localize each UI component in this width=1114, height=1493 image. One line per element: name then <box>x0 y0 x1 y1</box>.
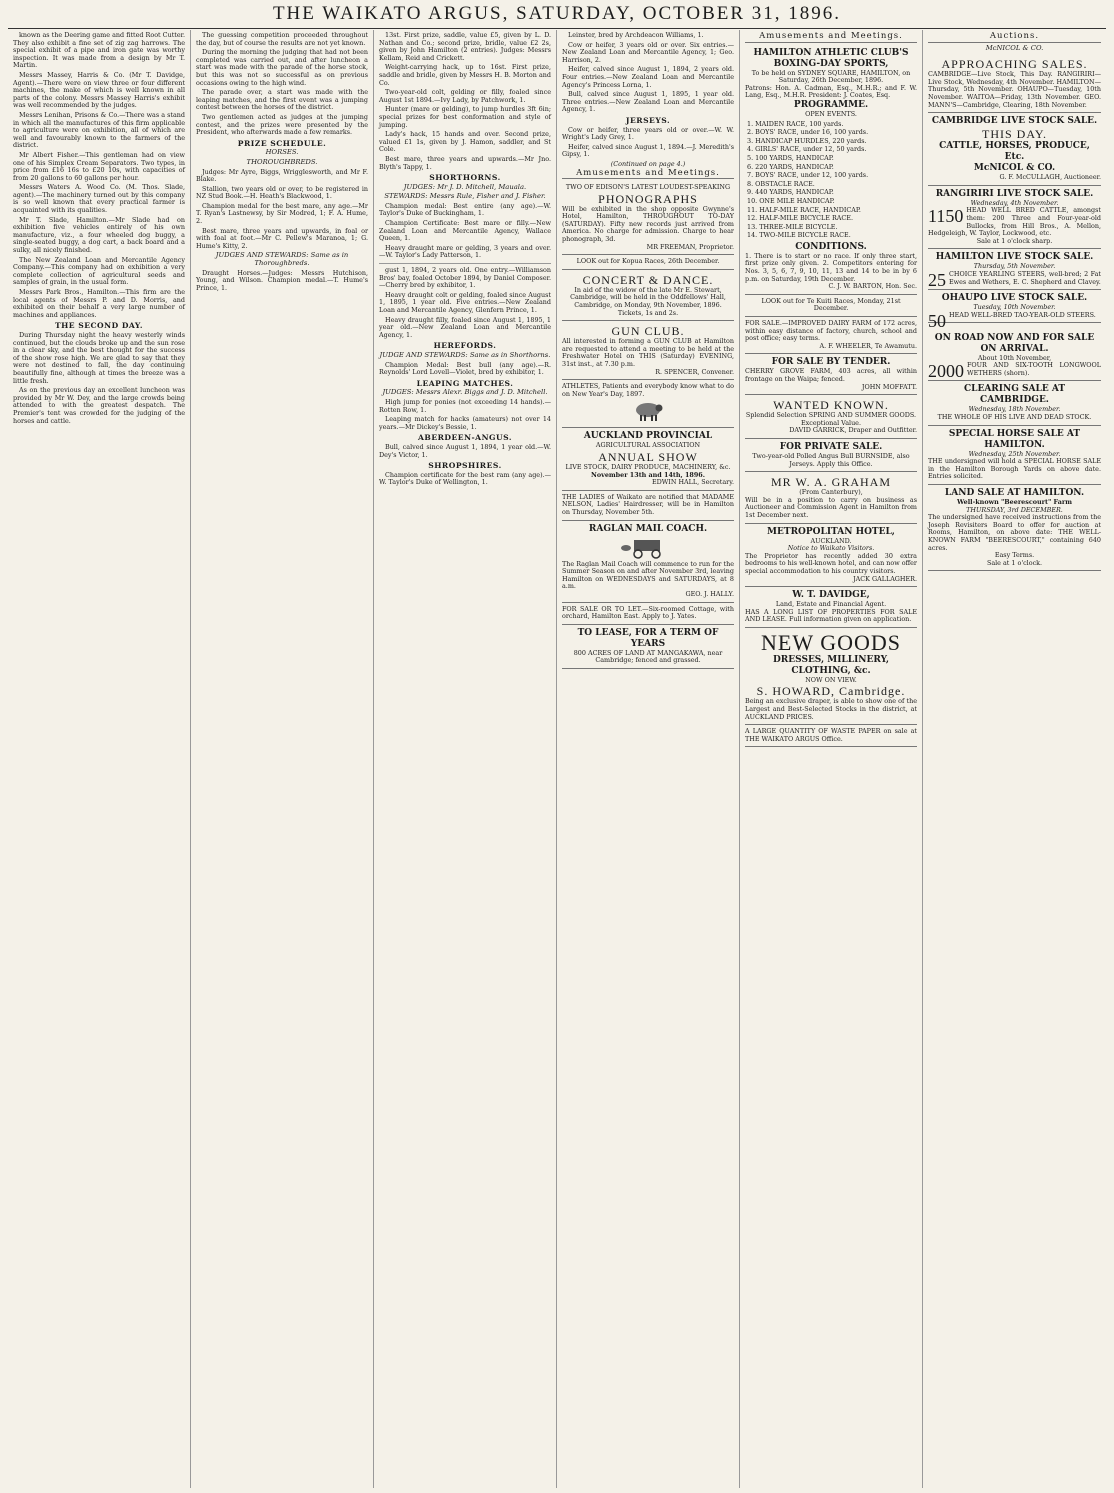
article-paragraph: Heavy draught filly, foaled since August 1, 1895, 1 year old.—New Zealand Loan and Mercantile Agency, 1. <box>379 315 551 339</box>
ad-kopua-races <box>562 255 734 270</box>
article-paragraph: Bull, calved since August 1, 1895, 1 year old. Three entries.—New Zealand Loan and Mercantile Agency, 1. <box>562 90 734 114</box>
sub-heading: STEWARDS: Messrs Rule, Fisher and J. Fisher. <box>384 192 546 201</box>
event-item: 8. OBSTACLE RACE. <box>747 179 815 188</box>
article-paragraph: Lady's hack, 15 hands and over. Second prize, valued £1 1s, given by J. Hamon, saddler, and St Cole. <box>379 130 551 154</box>
ad-body: FOR SALE.—IMPROVED DAIRY FARM of 172 acres, within easy distance of factory, church, school and post office; easy terms. <box>745 319 917 343</box>
event-item: 4. GIRLS' RACE, under 12, 50 yards. <box>747 145 867 154</box>
article-paragraph: gust 1, 1894, 2 years old. One entry.—Williamson Bros' bay, foaled October 1894, by Daniel Composer.—Cherry bred by exhibitor, 1. <box>379 266 551 290</box>
ad-date: November 13th and 14th, 1896. <box>591 470 705 479</box>
ad-body-wrap <box>928 361 1101 382</box>
ad-body: CHERRY GROVE FARM, 403 acres, all within frontage on the Waipa; fenced. <box>745 367 917 383</box>
ad-body-wrap <box>928 310 1101 331</box>
ad-body: Will be exhibited in the shop opposite Gwynne's Hotel, Hamilton, THROUGHOUT TO-DAY (SATURDAY). Fifty new records just arrived from America. No charge for admission. Charge to hear phonograph, 3d. <box>562 204 734 244</box>
article-paragraph: Heavy draught colt or gelding, foaled since August 1, 1895, 1 year old. Five entries.—New Zealand Loan and Mercantile Agency, Glenfern Prince, 1. <box>379 290 551 314</box>
ad-signature: GEO. J. HALLY. <box>685 589 734 598</box>
article-paragraph: 13st. First prize, saddle, value £5, given by L. D. Nathan and Co.; second prize, bridle, value £2 2s, given by John Hamilton (2 entries). Judges: Messrs Kellam, Reid and Crickett. <box>379 31 551 62</box>
ad-title: RAGLAN MAIL COACH. <box>588 523 708 534</box>
ad-note: NOW ON VIEW. <box>805 675 857 684</box>
masthead: THE WAIKATO ARGUS, SATURDAY, OCTOBER 31, 1896. <box>272 3 842 24</box>
event-item: 6. 220 YARDS, HANDICAP. <box>747 162 834 171</box>
ad-body: CHOICE YEARLING STEERS, well-bred; 2 Fat Ewes and Wethers, E. C. Shepherd and Clavey. <box>949 269 1101 286</box>
ad-title: FOR SALE BY TENDER. <box>771 357 891 368</box>
divider <box>379 263 551 264</box>
article-paragraph: Bull, calved since August 1, 1894, 1 year old.—W. Dey's Victor, 1. <box>379 442 551 459</box>
ad-number: 25 <box>928 269 946 290</box>
article-paragraph: Champion medal: Best entire (any age).—W. Taylor's Duke of Buckingham, 1. <box>379 201 551 218</box>
ad-body: HEAD WELL BRED CATTLE, amongst them: 200 Three and Four-year-old Bullocks, from Hill Bros., A. Mellon, Hedgeleigh, W. Taylor, Lockwood, etc. <box>928 206 1101 238</box>
ad-signature: R. SPENCER, Convener. <box>655 367 734 376</box>
ad-number: 1150 <box>928 206 964 227</box>
section-heading: JERSEYS. <box>625 115 671 125</box>
ad-title: TO LEASE, FOR A TERM OF YEARS <box>577 627 719 649</box>
ad-tekuiti-races <box>745 295 917 317</box>
ad-title: W. T. DAVIDGE, <box>792 590 870 601</box>
event-item: 5. 100 YARDS, HANDICAP. <box>747 153 834 162</box>
article-paragraph: Champion medal for the best mare, any age.—Mr T. Ryan's Lastnewsy, by Sir Modred, 1; F. A. Hume, 2. <box>196 201 368 226</box>
column-heading: Amusements and Meetings. <box>745 33 917 43</box>
sheep-icon <box>631 400 665 422</box>
ad-date: THURSDAY, 3rd DECEMBER. <box>966 505 1063 514</box>
article-paragraph: Stallion, two years old or over, to be registered in NZ Stud Book.—H. Heath's Blackwood, 1. <box>196 184 368 201</box>
ad-clearing-sale <box>928 381 1101 425</box>
ad-davidge <box>745 587 917 628</box>
ad-title: ON ROAD NOW AND FOR SALE ON ARRIVAL. <box>934 332 1095 354</box>
article-paragraph: Leinster, bred by Archdeacon Williams, 1. <box>568 31 704 39</box>
ad-sale-cottage <box>562 603 734 625</box>
article-paragraph: Cow or heifer, 3 years old or over. Six entries.—New Zealand Loan and Mercantile Agency, 1; Geo. Harrison, 2. <box>562 40 734 64</box>
ad-cambridge-sale <box>928 113 1101 186</box>
ad-body-wrap <box>928 269 1101 290</box>
article-paragraph: The parade over, a start was made with the leaping matches, and the first event was a jumping contest between the horses of the district. <box>196 88 368 112</box>
ad-date: Wednesday, 18th November. <box>968 405 1061 414</box>
ad-terms: Easy Terms. <box>994 551 1035 560</box>
sub-heading: JUDGES: Mr J. D. Mitchell, Mauala. <box>403 182 527 191</box>
ad-waste-paper <box>745 724 917 747</box>
ad-body: FOR SALE OR TO LET.—Six-roomed Cottage, with orchard, Hamilton East. Apply to J. Yates. <box>562 604 734 621</box>
ad-subtitle: DRESSES, MILLINERY, CLOTHING, &c. <box>773 654 889 676</box>
ad-body: 800 ACRES OF LAND AT MANGAKAWA, near Cambridge; fenced and grassed. <box>573 648 723 665</box>
ad-title: LAND SALE AT HAMILTON. <box>944 488 1085 499</box>
ad-body: All interested in forming a GUN CLUB at Hamilton are requested to attend a meeting to be held at the Freshwater Hotel on THIS (Saturday) EVENING, 31st inst., at 7.30 p.m. <box>562 337 734 368</box>
ad-body: ATHLETES, Patients and everybody know what to do on New Year's Day, 1897. <box>562 382 734 398</box>
ad-subtitle: Land, Estate and Financial Agent. <box>775 600 887 609</box>
sub-heading: THOROUGHBREDS. <box>246 157 318 166</box>
article-paragraph: Best mare, three years and upwards.—Mr Jno. Blyth's Tappy, 1. <box>379 154 551 171</box>
event-item: 9. 440 YARDS, HANDICAP. <box>747 188 834 197</box>
article-paragraph: Draught Horses.—Judges: Messrs Hutchison, Young, and Wilson. Champion medal.—T. Hume's Prince, 1. <box>196 268 368 292</box>
event-list <box>745 121 917 240</box>
ad-note: Sale at 1 o'clock. <box>986 558 1043 567</box>
event-item: 3. HANDICAP HURDLES, 220 yards. <box>747 136 867 145</box>
ad-title: GUN CLUB. <box>611 324 685 339</box>
article-paragraph: Two gentlemen acted as judges at the jumping contest, and the prizes were presented by the President, who afterwards made a few remarks. <box>196 112 368 137</box>
ad-body: Two-year-old Polled Angus Bull BURNSIDE, also Jerseys. Apply this Office. <box>752 451 910 468</box>
event-item: 13. THREE-MILE BICYCLE. <box>747 222 838 231</box>
ad-title: OHAUPO LIVE STOCK SALE. <box>941 293 1088 304</box>
ad-signature: G. F. McCULLAGH, Auctioneer. <box>999 173 1101 182</box>
ad-body: THE undersigned will hold a SPECIAL HORSE SALE in the Hamilton Borough Yards on above date. Entries solicited. <box>928 457 1101 481</box>
article-paragraph: Mr T. Slade, Hamilton.—Mr Slade had on exhibition five vehicles entirely of his own manufacture, viz., a four wheeled dog buggy, a single-seated buggy, a dog cart, a back board and a sulky, all nicely finished. <box>13 215 185 255</box>
ad-body: THE LADIES of Waikato are notified that MADAME NELSON, Ladies' Hairdresser, will be in Hamilton on Thursday, November 5th. <box>562 492 734 516</box>
ad-title: WANTED KNOWN. <box>773 398 889 413</box>
ad-title: FOR PRIVATE SALE. <box>779 441 883 452</box>
event-item: 12. HALF-MILE BICYCLE RACE. <box>747 214 854 223</box>
article-paragraph: During Thursday night the heavy westerly winds continued, but the clouds broke up and the sun rose in a clear sky, and the best thought for the success of the show rose high. We are glad to say that they were not destined to fall, the day continuing beautifully fine, although at times the breeze was a little fresh. <box>13 330 185 385</box>
ad-signature: A. F. WHEELER, Te Awamutu. <box>819 341 917 350</box>
article-paragraph: As on the previous day an excellent luncheon was provided by Mr W. Dey, and the large crowds being attended to with the greatest despatch. The Premier's tent was crowded for the judging of the horses and cattle. <box>13 386 185 425</box>
ad-headline: TWO OF EDISON'S LATEST LOUDEST-SPEAKING <box>565 183 731 192</box>
article-paragraph: Messrs Waters A. Wood Co. (M. Thos. Slade, agent).—The machinery turned out by this company is so well known that every practical farmer is acquainted with its qualities. <box>13 183 185 215</box>
ad-body-wrap <box>928 207 1101 237</box>
ad-tender <box>745 354 917 395</box>
ad-dairy-farm <box>745 317 917 354</box>
ad-signature: EDWIN HALL, Secretary. <box>651 478 734 487</box>
ad-number: 50 <box>928 310 946 331</box>
ad-title: RANGIRIRI LIVE STOCK SALE. <box>935 188 1094 199</box>
ad-body: A LARGE QUANTITY OF WASTE PAPER on sale at THE WAIKATO ARGUS Office. <box>745 727 917 743</box>
article-paragraph: Leaping match for hacks (amateurs) not over 14 years.—Mr Dickey's Bessie, 1. <box>379 415 551 431</box>
article-paragraph: Messrs Massey, Harris & Co. (Mr T. Davidge, Agent).—There were on view three or four different machines, the make of which is well known in all parts of the colony. Messrs Massey Harris's exhibit was well recommended by the judges. <box>13 70 185 110</box>
section-heading: HEREFORDS. <box>433 341 497 351</box>
sub-heading: JUDGE AND STEWARDS: Same as in Shorthorns. <box>379 350 551 359</box>
ad-firm: McNICOL & CO. <box>973 163 1056 174</box>
ad-body: THE WHOLE OF HIS LIVE AND DEAD STOCK. <box>937 413 1092 422</box>
ad-graham <box>745 472 917 523</box>
column-1 <box>8 30 191 1488</box>
ad-body: Will be in a position to carry on business as Auctioneer and Commission Agent in Hamilton from 1st December next. <box>745 495 917 519</box>
event-item: 7. BOYS' RACE, under 12, 100 yards. <box>747 171 869 180</box>
event-item: 2. BOYS' RACE, under 16, 100 yards. <box>747 128 869 137</box>
article-paragraph: Champion certificate for the best ram (any age).—W. Taylor's Duke of Wellington, 1. <box>379 470 551 487</box>
column-heading: Amusements and Meetings. <box>562 170 734 180</box>
columns <box>8 30 1106 1488</box>
ad-body: HAS A LONG LIST OF PROPERTIES FOR SALE AND LEASE. Full information given on application. <box>745 607 917 624</box>
article-paragraph: Hunter (mare or gelding), to jump hurdles 3ft 6in; special prizes for best conformation and style of jumping. <box>379 105 551 129</box>
column-5 <box>740 30 923 1488</box>
section-heading: LEAPING MATCHES. <box>416 378 514 388</box>
article-paragraph: Mr Albert Fisher.—This gentleman had on view one of his Simplex Cream Separators. Two types, in price from £16 16s to £20 10s, with capacities of from 20 gallons to 60 gallons per hour. <box>13 150 185 182</box>
ad-conditions-body: 1. There is to start or no race. If only three start, first prize only given. 2. Competitors entering for Nos. 3, 5, 6, 7, 9, 10, 11, 13 and 14 to be in by 6 p.m. on Saturday, 19th December. <box>745 251 917 283</box>
ad-subtitle: LIVE STOCK, DAIRY PRODUCE, MACHINERY, &c. <box>565 462 731 471</box>
ad-phonographs <box>562 181 734 255</box>
section-heading: ABERDEEN-ANGUS. <box>418 433 512 443</box>
column-heading: Auctions. <box>928 33 1101 43</box>
ad-body: Being an exclusive draper, is able to show one of the Largest and Best-Selected Stocks in the district, at AUCKLAND PRICES. <box>745 697 917 721</box>
ad-day: THIS DAY. <box>981 127 1047 142</box>
ad-body: LOOK out for Te Kuiti Races, Monday, 21st December. <box>761 296 901 313</box>
ad-concert <box>562 270 734 321</box>
section-heading: SHROPSHIRES. <box>428 461 502 471</box>
firm-name: McNICOL & CO. <box>985 43 1044 52</box>
article-paragraph: Messrs Park Bros., Hamilton.—This firm are the local agents of Messrs P. and D. Morris, and exhibited on their behalf a very large number of machines and appliances. <box>13 288 185 319</box>
event-item: 1. MAIDEN RACE, 100 yards. <box>747 119 844 128</box>
ad-open-events: OPEN EVENTS. <box>805 109 857 118</box>
ad-title: APPROACHING SALES. <box>941 57 1088 72</box>
ad-signature: MR FREEMAN, Proprietor. <box>646 242 734 251</box>
ad-note: Notice to Waikato Visitors. <box>787 544 875 553</box>
section-heading: THE SECOND DAY. <box>54 321 144 331</box>
article-paragraph: Judges: Mr Ayre, Biggs, Wrigglesworth, and Mr F. Blake. <box>196 167 368 184</box>
article-paragraph: Heifer, calved since August 1, 1894, 2 years old. Four entries.—New Zealand Loan and Mercantile Agency's Princess Lorna, 1. <box>562 65 734 89</box>
article-paragraph: Heavy draught mare or gelding, 3 years and over.—W. Taylor's Lady Patterson, 1. <box>379 243 551 260</box>
sub-heading: JUDGES AND STEWARDS: Same as in Thoroughbreds. <box>215 251 349 268</box>
ad-title: PHONOGRAPHS <box>598 191 698 206</box>
ad-title: HAMILTON ATHLETIC CLUB'S BOXING-DAY SPORTS, <box>753 47 909 69</box>
sub-heading: JUDGES: Messrs Alexr. Biggs and J. D. Mitchell. <box>382 388 548 397</box>
ad-body: The Raglan Mail Coach will commence to run for the Summer Season on and after November 3rd, leaving Hamilton on WEDNESDAYS and SATURDAYS, at 8 a.m. <box>562 559 734 591</box>
event-item: 11. HALF-MILE RACE, HANDICAP. <box>747 205 861 214</box>
ad-athletic-club <box>745 45 917 295</box>
sub-heading: HORSES. <box>265 148 299 157</box>
ad-wanted-known <box>745 395 917 439</box>
article-paragraph: Messrs Lenihan, Prisons & Co.—There was a stand in which all the manufactures of this firm applicable to agriculture were on exhibition, all of which are well and favourably known to the farmers of the district. <box>13 110 185 150</box>
ad-body: LOOK out for Kopua Races, 26th December. <box>576 257 720 266</box>
article-paragraph: During the morning the judging that had not been completed was carried out, and after luncheon a start was made with the parade of the horse stock, but this was not so successful as on previous occasions owing to the high wind. <box>196 48 368 87</box>
ad-raglan-coach <box>562 521 734 603</box>
ad-signature: C. J. W. BARTON, Hon. Sec. <box>828 282 917 291</box>
article-paragraph: Best mare, three years and upwards, in foal or with foal at foot.—Mr C. Pellew's Maranoa, 1; G. Hume's Kitty, 2. <box>196 226 368 250</box>
article-paragraph: Champion Certificate: Best mare or filly.—New Zealand Loan and Mercantile Agency, Wallace Queen, 1. <box>379 219 551 243</box>
ad-approaching-sales <box>928 54 1101 113</box>
ad-conditions-title: CONDITIONS. <box>795 241 867 252</box>
column-3 <box>374 30 557 1488</box>
continued-note: (Continued on page 4.) <box>610 159 686 168</box>
ad-subtitle: (From Canterbury), <box>799 488 863 497</box>
ad-body: CAMBRIDGE—Live Stock, This Day. RANGIRIRI—Live Stock, Wednesday, 4th November. HAMILTON—Thursday, 5th November. OHAUPO—Tuesday, 10th November. WAITOA—Friday, 13th November. GEO. MANN'S—Cambridge, Clearing, 18th November. <box>928 70 1101 109</box>
article-paragraph: Champion Medal: Best bull (any age).—R. Reynolds' Lord Lovell—Violet, bred by exhibitor, 1. <box>379 360 551 377</box>
ad-title: MR W. A. GRAHAM <box>770 475 892 490</box>
ad-title: ANNUAL SHOW <box>598 449 698 464</box>
ad-note: Sale at 1 o'clock sharp. <box>976 236 1053 245</box>
ad-programme-title: PROGRAMME. <box>793 99 869 110</box>
article-paragraph: Heifer, calved since August 1, 1894.—J. Meredith's Gipsy, 1. <box>562 142 734 159</box>
article-paragraph: Cow or heifer, three years old or over.—W. W. Wright's Lady Grey, 1. <box>562 125 734 142</box>
ad-subtitle: About 10th November, <box>977 353 1052 362</box>
ad-private-sale <box>745 439 917 472</box>
column-4 <box>557 30 740 1488</box>
article-paragraph: The New Zealand Loan and Mercantile Agency Company.—This company had on exhibition a very complete collection of agricultural seeds and samples of grain, in the usual form. <box>13 255 185 287</box>
ad-title: CAMBRIDGE LIVE STOCK SALE. <box>931 116 1098 127</box>
ad-title: NEW GOODS <box>761 629 901 655</box>
ad-body: Splendid Selection SPRING AND SUMMER GOODS. Exceptional Value. <box>745 411 917 427</box>
column-6 <box>923 30 1106 1488</box>
ad-athletes <box>562 380 734 428</box>
ad-subtitle: Well-known "Beerescourt" Farm <box>957 498 1072 507</box>
ad-lease <box>562 625 734 669</box>
section-heading: SHORTHORNS. <box>429 173 501 183</box>
coach-icon <box>620 537 676 559</box>
ad-date: Thursday, 5th November. <box>973 262 1056 271</box>
article-paragraph: Two-year-old colt, gelding or filly, foaled since August 1st 1894.—Ivy Lady, by Patchwork, 1. <box>379 88 551 104</box>
article-paragraph: The guessing competition proceeded throughout the day, but of course the results are not yet known. <box>196 31 368 47</box>
masthead-rule <box>8 28 1106 29</box>
ad-title: CLEARING SALE AT CAMBRIDGE. <box>963 384 1066 406</box>
article-paragraph: High jump for ponies (not exceeding 14 hands).—Rotten Row, 1. <box>379 397 551 414</box>
ad-metropolitan-hotel <box>745 524 917 588</box>
ad-date: Tuesday, 10th November. <box>973 303 1056 312</box>
ad-land-sale <box>928 485 1101 571</box>
ad-title: HAMILTON LIVE STOCK SALE. <box>935 252 1094 263</box>
ad-gun-club <box>562 321 734 380</box>
ad-date: Wednesday, 25th November. <box>968 449 1061 458</box>
column-2 <box>191 30 374 1488</box>
ad-line: AGRICULTURAL ASSOCIATION <box>595 441 701 450</box>
event-item: 14. TWO-MILE BICYCLE RACE. <box>747 231 851 240</box>
ad-subtitle: AUCKLAND. <box>810 536 852 545</box>
ad-signature: DAVID GARRICK, Draper and Outfitter. <box>789 426 917 435</box>
ad-officers: Patrons: Hon. A. Cadman, Esq., M.H.R.; and F. W. Lang, Esq., M.H.R. President: J. Coates, Esq. <box>745 83 917 100</box>
ad-ohaupo-sale <box>928 290 1101 331</box>
ad-hairdresser <box>562 491 734 521</box>
article-paragraph: Weight-carrying hack, up to 16st. First prize, saddle and bridle, given by Messrs H. B. Morton and Co. <box>379 63 551 87</box>
ad-agricultural-show <box>562 428 734 490</box>
ad-title: CONCERT & DANCE. <box>582 272 714 287</box>
ad-signature: JACK GALLAGHER. <box>853 574 917 583</box>
ad-body: The undersigned have received instructions from the Joseph Revisiters Board to offer for auction at Rooms, Hamilton, on above date: THE WELL-KNOWN FARM "BEERESCOURT," containing 640 acres. <box>928 513 1101 552</box>
ad-body: In aid of the widow of the late Mr E. Stewart, Cambridge, will be held in the Oddfellows' Hall, Cambridge, on Monday, 9th November, 1896. Tickets, 1s and 2s. <box>570 285 726 317</box>
ad-body: HEAD WELL-BRED TAO-YEAR-OLD STEERS. <box>949 310 1096 319</box>
ad-title: METROPOLITAN HOTEL, <box>767 526 895 537</box>
ad-body: FOUR AND SIX-TOOTH LONGWOOL WETHERS (shorn). <box>967 361 1101 377</box>
ad-number: 2000 <box>928 361 964 382</box>
ad-body: The Proprietor has recently added 30 extra bedrooms to his well-known hotel, and can now offer special accommodation to his country visitors. <box>745 551 917 575</box>
ad-signature: S. HOWARD, Cambridge. <box>756 684 906 699</box>
ad-road-sale <box>928 330 1101 382</box>
ad-hamilton-sale <box>928 249 1101 290</box>
ad-subtitle: CATTLE, HORSES, PRODUCE, Etc. <box>939 141 1090 163</box>
ad-signature: JOHN MOFFATT. <box>861 382 917 391</box>
ad-rangiriri-sale <box>928 186 1101 250</box>
ad-special-horse-sale <box>928 426 1101 485</box>
ad-new-goods <box>745 628 917 724</box>
article-paragraph: known as the Deering game and fitted Root Cutter. They also exhibit a fine set of zig zag harrows. The special exhibit of a pipe and iron gate was worthy inspection. It was made from a design by Mr T. Martin. <box>13 31 185 70</box>
section-heading: PRIZE SCHEDULE. <box>237 138 327 148</box>
ad-date: Wednesday, 4th November. <box>970 198 1059 207</box>
ad-title: SPECIAL HORSE SALE AT HAMILTON. <box>948 428 1081 450</box>
ad-body: To be held on SYDNEY SQUARE, HAMILTON, on Saturday, 26th December, 1896. <box>751 68 911 85</box>
event-item: 10. ONE MILE HANDICAP. <box>747 196 835 205</box>
ad-line: AUCKLAND PROVINCIAL <box>583 431 713 442</box>
